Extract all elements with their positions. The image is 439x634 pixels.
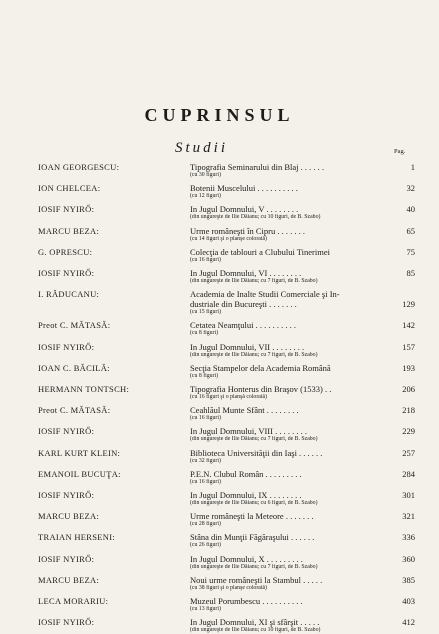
entry-body (190, 405, 358, 422)
entry-title-line: Muzeul Porumbescu . . . . . . . . . . (190, 596, 303, 606)
entry-note: (cu 26 figuri) (190, 542, 221, 549)
entry-author: Preot C. MĂTASĂ: (38, 405, 111, 416)
entry-title-line: In Jugul Domnului, V . . . . . . . . (190, 204, 299, 215)
entry-author: IOAN GEORGESCU: (38, 162, 120, 172)
entry-page-number: 85 (406, 268, 415, 278)
entry-page-number: 403 (402, 596, 415, 606)
entry-author: IOSIF NYIRŐ: (38, 490, 95, 500)
entry-note: (cu 8 figuri) (190, 330, 219, 337)
entry-body (190, 162, 358, 179)
entry-page-number: 193 (402, 362, 415, 373)
entry-note: (din ungureşte de Ilie Dăianu; cu 7 figuri, de B. Szabo) (190, 436, 318, 443)
entry-page-number: 129 (402, 299, 415, 310)
entry-note: (cu 28 figuri) (190, 521, 221, 528)
entry-note: (cu 14 figuri şi o planşe colorată) (190, 235, 267, 242)
entry-title-line: Noui urme româneşti la Stambul . . . . . (190, 574, 323, 585)
entry-page-number: 301 (402, 490, 415, 500)
entry-author: IOSIF NYIRŐ: (38, 553, 95, 564)
entry-body (190, 575, 358, 592)
entry-page-number: 360 (402, 553, 415, 564)
entry-body (190, 469, 358, 486)
entry-body (190, 511, 358, 528)
entry-note: (din ungureşte de Ilie Dăianu; cu 7 figuri, de B. Szabo) (190, 278, 318, 284)
entry-title-line: In Jugul Domnului, X . . . . . . . . . (190, 553, 303, 564)
entry-author: KARL KURT KLEIN: (38, 447, 121, 458)
entry-note: (cu 13 figuri) (190, 606, 221, 612)
entry-body (190, 342, 358, 359)
entry-body (190, 384, 358, 401)
entry-title-line: Academia de Inalte Studii Comerciale şi In- (190, 289, 340, 300)
entry-page-number: 206 (402, 384, 415, 394)
entry-title-line: Urme româneşti la Meteore . . . . . . . (190, 511, 314, 522)
entry-title-line: In Jugul Domnului, VIII . . . . . . . . (190, 426, 307, 437)
entry-page-number: 218 (402, 405, 415, 416)
entry-body (190, 426, 358, 443)
entry-note: (din ungureşte de Ilie Dăianu; cu 7 figuri, de B. Szabo) (190, 351, 318, 358)
entry-note: (cu 38 figuri şi o planşe colorată) (190, 584, 267, 591)
entry-body (190, 490, 358, 507)
entry-body (190, 204, 358, 221)
entry-title-line: Secţia Stampelor dela Academia Română (190, 362, 331, 373)
entry-title-line: Stâna din Munţii Făgăraşului . . . . . . (190, 532, 315, 543)
entry-page-number: 284 (402, 468, 415, 479)
entry-note: (cu 16 figuri şi o planşă colorată) (190, 394, 267, 400)
entry-body (190, 596, 358, 613)
entry-author: MARCU BEZA: (38, 225, 100, 236)
entry-page-number: 32 (406, 183, 415, 194)
entry-page-number: 75 (406, 246, 415, 257)
entry-author: I. RĂDUCANU: (38, 289, 100, 300)
entry-title-line: dustriale din Bucureşti . . . . . . . (190, 299, 297, 310)
entry-author: IOSIF NYIRŐ: (38, 204, 95, 215)
entry-note: (din ungureşte de Ilie Dăianu; cu 7 figuri, de B. Szabo) (190, 563, 318, 570)
entry-note: (cu 8 figuri) (190, 372, 219, 379)
entry-body (190, 289, 358, 316)
entry-body (190, 268, 358, 285)
entry-title-line: In Jugul Domnului, VII . . . . . . . . (190, 341, 305, 352)
section-heading: Studii (175, 140, 229, 156)
entry-author: ION CHELCEA: (38, 183, 101, 194)
entry-body (190, 226, 358, 243)
entry-body (190, 532, 358, 549)
entry-page-number: 157 (402, 341, 415, 352)
entry-title-line: Cetatea Neamţului . . . . . . . . . . (190, 320, 296, 331)
entry-title-line: In Jugul Domnului, IX . . . . . . . . (190, 490, 302, 500)
entry-author: EMANOIL BUCUŢA: (38, 468, 121, 479)
entry-page-number: 65 (406, 225, 415, 236)
entry-body (190, 183, 358, 200)
entry-title-line: P.E.N. Clubul Român . . . . . . . . . (190, 468, 302, 479)
entry-note: (cu 30 figuri) (190, 172, 221, 178)
entry-author: MARCU BEZA: (38, 511, 100, 522)
entry-title-line: In Jugul Domnului, VI . . . . . . . . (190, 268, 302, 278)
entry-note: (cu 12 figuri) (190, 193, 221, 200)
entry-author: IOSIF NYIRŐ: (38, 268, 95, 278)
entry-page-number: 40 (406, 204, 415, 215)
entry-title-line: Biblioteca Universităţii din Iaşi . . . . . . (190, 447, 323, 458)
entry-page-number: 257 (402, 447, 415, 458)
entry-page-number: 229 (402, 426, 415, 437)
entry-note: (cu 15 figuri) (190, 309, 221, 316)
entry-body (190, 363, 358, 380)
entry-page-number: 385 (402, 574, 415, 585)
entry-note: (din ungureşte de Ilie Dăianu; cu 6 figuri, de B. Szabo) (190, 500, 318, 506)
entry-page-number: 1 (410, 162, 415, 172)
entry-page-number: 336 (402, 532, 415, 543)
entry-body (190, 617, 358, 634)
entry-note: (cu 16 figuri) (190, 415, 221, 422)
entry-author: IOSIF NYIRŐ: (38, 617, 95, 628)
entry-author: HERMANN TONTSCH: (38, 384, 130, 394)
entry-note: (cu 32 figuri) (190, 457, 221, 464)
entry-note: (cu 16 figuri) (190, 256, 221, 263)
page-column-label: Pag. (394, 148, 406, 155)
entry-author: IOAN C. BĂCILĂ: (38, 362, 110, 373)
entry-title-line: Colecţia de tablouri a Clubului Tinerimei (190, 246, 330, 257)
entry-page-number: 412 (402, 617, 415, 628)
entry-body (190, 247, 358, 264)
entry-title-line: Tipografia Seminarului din Blaj . . . . . . (190, 162, 325, 172)
entry-body (190, 320, 358, 337)
entry-note: (din ungureşte de Ilie Dăianu; cu 10 figuri, de B. Szabo) (190, 214, 321, 221)
entry-author: Preot C. MĂTASĂ: (38, 320, 111, 331)
entry-author: IOSIF NYIRŐ: (38, 341, 95, 352)
entry-author: TRAIAN HERSENI: (38, 532, 115, 543)
entry-page-number: 321 (402, 511, 415, 522)
entry-title-line: Ceahlăul Munte Sfânt . . . . . . . . (190, 405, 299, 416)
entry-author: MARCU BEZA: (38, 574, 100, 585)
entry-page-number: 142 (402, 320, 415, 331)
entry-note: (cu 16 figuri) (190, 478, 221, 485)
entry-title-line: Urme româneşti în Cipru . . . . . . . (190, 225, 305, 236)
page-title: CUPRINSUL (144, 105, 295, 125)
entry-author: LECA MORARIU: (38, 596, 109, 606)
entry-title-line: Botenii Muscelului . . . . . . . . . . (190, 183, 298, 194)
entry-title-line: Tipografia Honterus din Braşov (1533) . . (190, 384, 332, 394)
entry-body (190, 448, 358, 465)
entry-title-line: In Jugul Domnului, XI şi sfârşit . . . . . (190, 617, 320, 628)
entry-author: IOSIF NYIRŐ: (38, 426, 95, 437)
entry-note: (din ungureşte de Ilie Dăianu; cu 10 figuri, de B. Szabo) (190, 627, 321, 634)
entry-body (190, 554, 358, 571)
entry-author: G. OPRESCU: (38, 246, 93, 257)
